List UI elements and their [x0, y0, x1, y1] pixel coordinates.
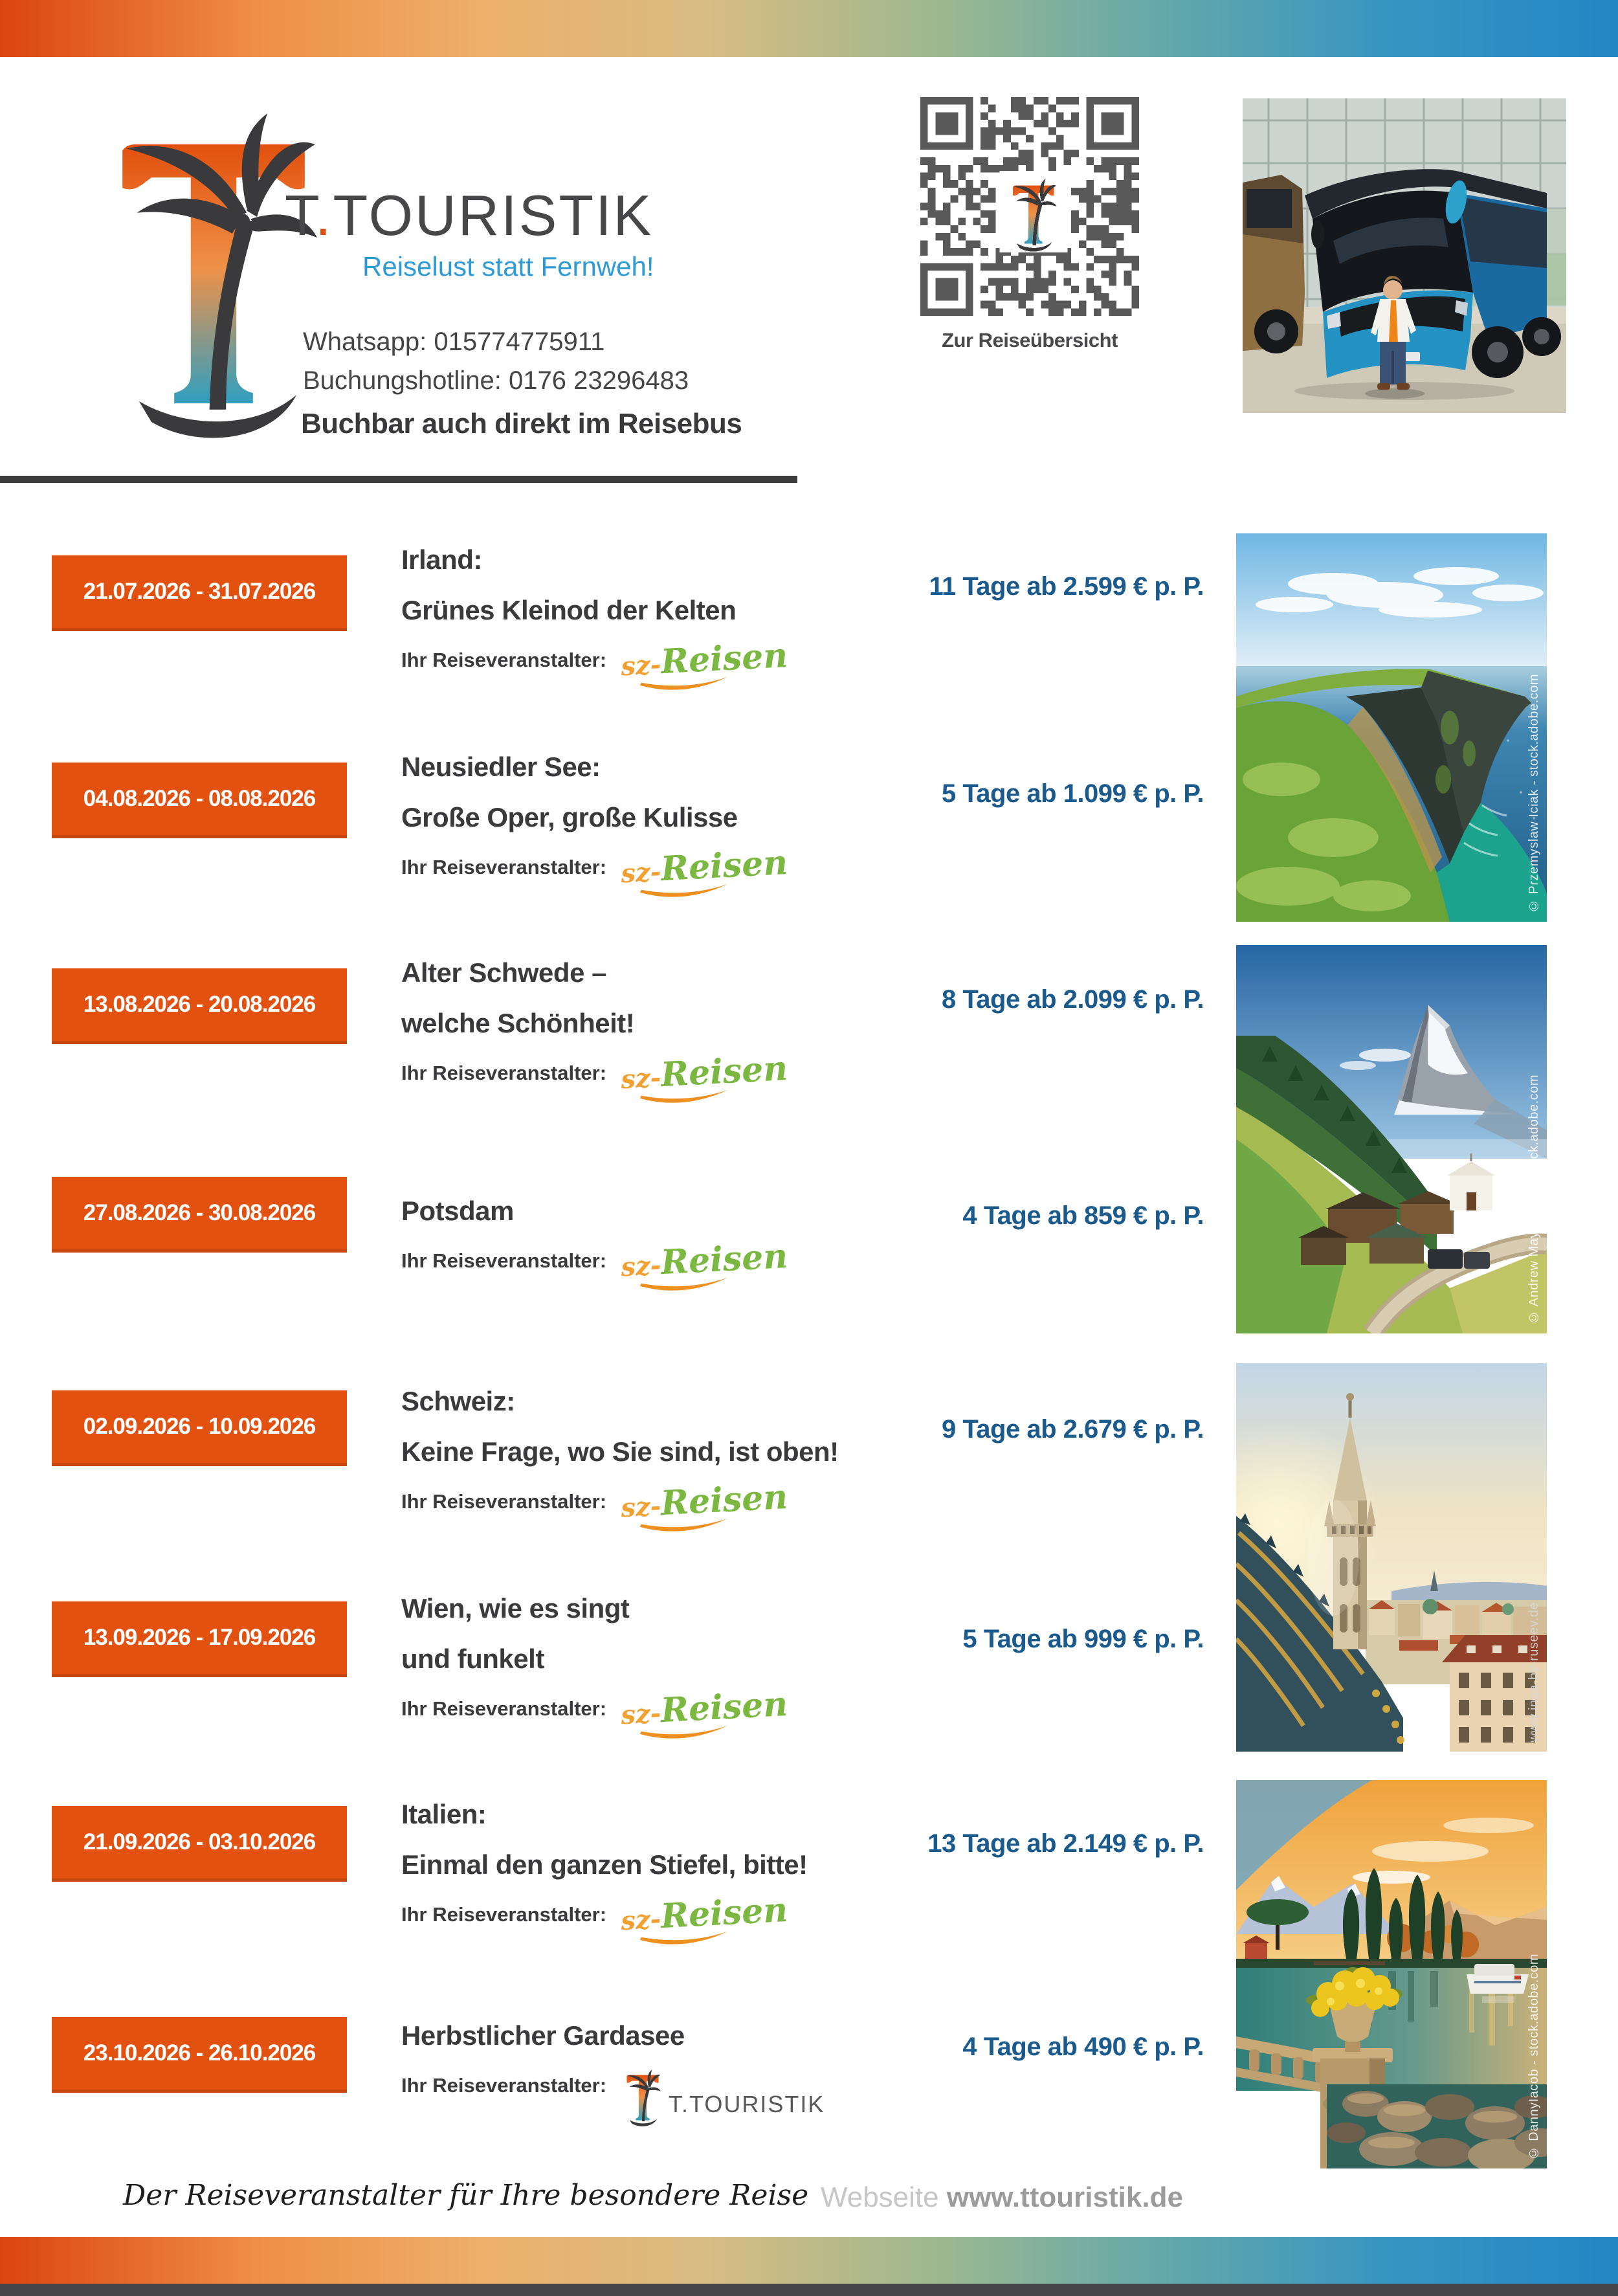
footer-slogan: Der Reiseveranstalter für Ihre besondere Reise — [123, 2179, 809, 2212]
trip-title-line2: Keine Frage, wo Sie sind, ist oben! — [401, 1436, 839, 1467]
photo-credit: © DannyIacob - stock.adobe.com — [1527, 1953, 1541, 2159]
trip-title-line2: Einmal den ganzen Stiefel, bitte! — [401, 1849, 808, 1880]
ttouristik-logo — [110, 76, 317, 452]
trip-info — [401, 742, 932, 888]
whatsapp-line: Whatsapp: 015774775911 — [303, 328, 605, 356]
trip-info — [401, 948, 932, 1094]
trip-title-line1: Wien, wie es singt — [401, 1593, 630, 1623]
booking-note: Buchbar auch direkt im Reisebus — [301, 408, 742, 440]
trip-title-line2: Große Oper, große Kulisse — [401, 802, 738, 832]
trip-title-line1: Italien: — [401, 1799, 487, 1829]
organizer-label: Ihr Reiseveranstalter: — [401, 1697, 607, 1720]
trip-dates-badge: 21.09.2026 - 03.10.2026 — [52, 1806, 347, 1882]
palm-tree-icon — [110, 76, 317, 449]
trip-price: 4 Tage ab 859 € p. P. — [962, 1201, 1204, 1230]
trip-title-line2: Grünes Kleinod der Kelten — [401, 595, 737, 625]
sz-reisen-logo: sz-Reisen — [620, 1236, 804, 1285]
page-bottom-edge — [0, 2284, 1618, 2296]
organizer-label: Ihr Reiseveranstalter: — [401, 649, 607, 671]
photo-matterhorn-schweiz — [1236, 945, 1547, 1333]
website-label: Webseite — [821, 2181, 939, 2213]
sz-reisen-logo: sz-Reisen — [620, 1477, 804, 1526]
sz-reisen-logo: sz-Reisen — [620, 1048, 804, 1097]
trip-price: 8 Tage ab 2.099 € p. P. — [941, 985, 1204, 1014]
organizer-label: Ihr Reiseveranstalter: — [401, 2074, 607, 2097]
trip-info — [401, 2011, 932, 2126]
qr-block — [920, 97, 1139, 352]
footer-website — [821, 2181, 1183, 2214]
trip-title-line1: Neusiedler See: — [401, 752, 601, 782]
qr-code[interactable] — [920, 97, 1139, 316]
photo-cliffs-irland — [1236, 533, 1547, 922]
trip-info — [401, 1583, 932, 1730]
photo-credit: © Andrew Mayovskyy - stock.adobe.com — [1527, 1075, 1541, 1324]
trip-dates-badge: 23.10.2026 - 26.10.2026 — [52, 2017, 347, 2093]
trip-price: 13 Tage ab 2.149 € p. P. — [927, 1829, 1204, 1858]
trip-price: 5 Tage ab 999 € p. P. — [962, 1625, 1204, 1653]
palm-tree-icon — [625, 2065, 661, 2126]
trip-title-line1: Schweiz: — [401, 1386, 515, 1416]
trip-info — [401, 535, 932, 681]
trip-price: 9 Tage ab 2.679 € p. P. — [941, 1415, 1204, 1443]
top-gradient-bar — [0, 0, 1618, 57]
trip-info — [401, 1186, 932, 1282]
organizer-label: Ihr Reiseveranstalter: — [401, 1062, 607, 1084]
trip-dates-badge: 13.09.2026 - 17.09.2026 — [52, 1601, 347, 1677]
organizer-label: Ihr Reiseveranstalter: — [401, 856, 607, 878]
sz-reisen-logo: sz-Reisen — [620, 635, 804, 684]
trip-title-line1: Irland: — [401, 544, 482, 575]
trip-dates-badge: 04.08.2026 - 08.08.2026 — [52, 763, 347, 838]
organizer-label: Ihr Reiseveranstalter: — [401, 1249, 607, 1272]
trip-dates-badge: 02.09.2026 - 10.09.2026 — [52, 1390, 347, 1466]
photo-gardasee — [1236, 1780, 1547, 2168]
trip-price: 11 Tage ab 2.599 € p. P. — [929, 572, 1204, 601]
sz-reisen-logo: sz-Reisen — [620, 1684, 804, 1733]
trip-info — [401, 1789, 932, 1935]
brand-title: T.TOURISTIK — [285, 183, 654, 247]
photo-credit: © Przemyslaw Iciak - stock.adobe.com — [1527, 674, 1541, 913]
trip-info — [401, 1376, 932, 1522]
trip-title-line1: Herbstlicher Gardasee — [401, 2020, 685, 2051]
sz-reisen-logo: sz-Reisen — [620, 842, 804, 891]
trip-dates-badge: 21.07.2026 - 31.07.2026 — [52, 555, 347, 631]
qr-caption: Zur Reiseübersicht — [942, 329, 1118, 351]
bus-photo — [1243, 98, 1566, 413]
website-url[interactable]: www.ttouristik.de — [946, 2181, 1183, 2213]
organizer-label: Ihr Reiseveranstalter: — [401, 1490, 607, 1513]
brand-dot: . — [315, 183, 333, 247]
brand-tagline: Reiselust statt Fernweh! — [362, 251, 654, 282]
trip-price: 4 Tage ab 490 € p. P. — [962, 2033, 1204, 2061]
bottom-gradient-bar — [0, 2237, 1618, 2284]
trip-title-line1: Alter Schwede – — [401, 957, 606, 988]
trip-dates-badge: 13.08.2026 - 20.08.2026 — [52, 968, 347, 1044]
photo-stephansdom-wien — [1236, 1363, 1547, 1752]
trip-title-line1: Potsdam — [401, 1196, 514, 1226]
trip-title-line2: welche Schönheit! — [401, 1008, 635, 1038]
trip-title-line2: und funkelt — [401, 1644, 544, 1674]
trip-dates-badge: 27.08.2026 - 30.08.2026 — [52, 1177, 347, 1253]
photo-credit: www.inga-by-ruseev.de — [1527, 1602, 1541, 1743]
organizer-label: Ihr Reiseveranstalter: — [401, 1903, 607, 1926]
sz-reisen-logo: sz-Reisen — [620, 1889, 804, 1939]
ttouristik-mini-logo: T.TOURISTIK — [625, 2065, 825, 2126]
hotline-line: Buchungshotline: 0176 23296483 — [303, 366, 689, 395]
header-divider — [0, 476, 797, 483]
trip-price: 5 Tage ab 1.099 € p. P. — [941, 779, 1204, 808]
